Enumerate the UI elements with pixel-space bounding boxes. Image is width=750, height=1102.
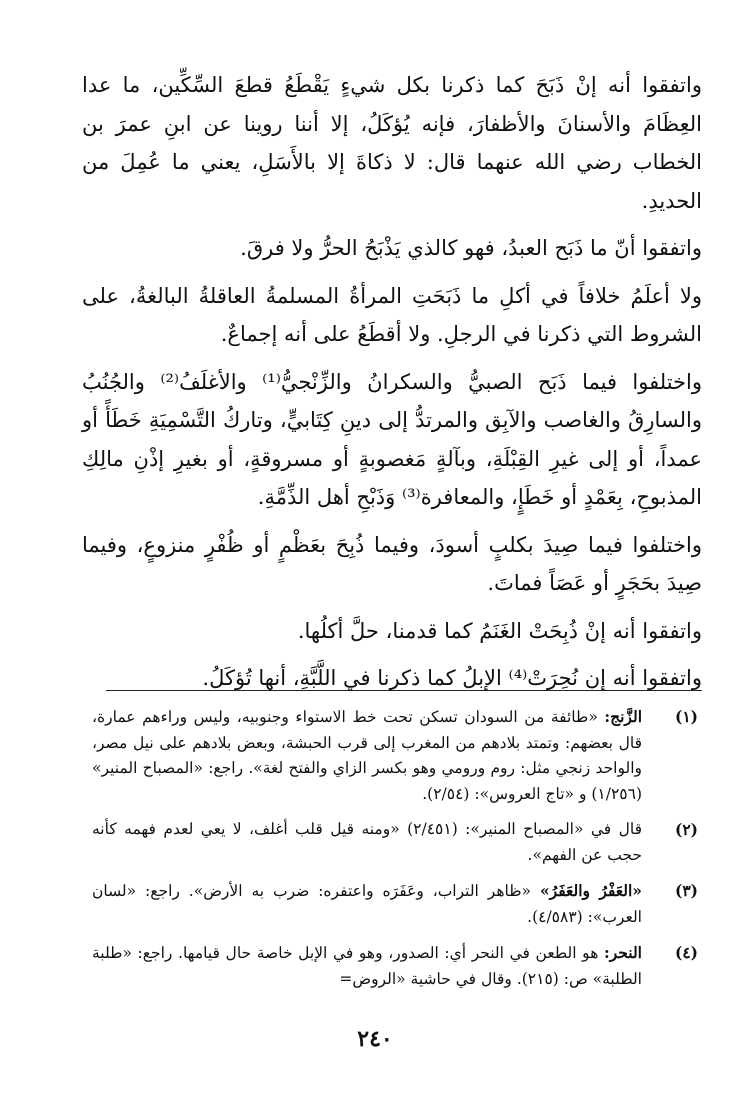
paragraph-1: واتفقوا أنه إنْ ذَبَحَ كما ذكرنا بكل شيءٍ يَقْطَعُ قطعَ السِّكِّين، ما عدا العِظَامَ والأسنانَ والأظفارَ، فإنه يُؤكَلُ، إلا أننا روينا عن ابنِ عمرَ بن الخطاب رضي الله عنهما قال: لا ذكاةَ إلا بالأَسَلِ، يعني ما عُمِلَ من الحديدِ. <box>82 73 702 213</box>
paragraph-6: واتفقوا أنه إنْ ذُبِحَتْ الغَنَمُ كما قدمنا، حلَّ أكلُها. <box>297 618 702 643</box>
footnote-text: هو الطعن في النحر أي: الصدور، وهو في الإبل خاصة حال قيامها. راجع: «طلبة الطلبة» ص: (٢١٥). وقال في حاشية «الروض= <box>92 944 642 988</box>
paragraph-3: ولا أعلَمُ خلافاً في أكلِ ما ذَبَحَتِ المرأةُ المسلمةُ العاقلةُ البالغةُ، على الشروط التي ذكرنا في الرجلِ. ولا أقطَعُ على أنه إجماعٌ. <box>82 283 702 346</box>
footnotes <box>92 704 698 1002</box>
footnote-3 <box>92 878 698 930</box>
footnote-divider <box>106 690 702 691</box>
paragraph-2: واتفقوا أنّ ما ذَبَح العبدُ، فهو كالذي يَذْبَحُ الحرُّ ولا فرقَ. <box>240 236 702 260</box>
footnote-text: «ظاهر التراب، وعَفَرَه واعتفره: ضرب به الأرض». راجع: «لسان العرب»: (٤/٥٨٣). <box>92 882 642 926</box>
paragraph-5: واختلفوا فيما صِيدَ بكلبٍ أسودَ، وفيما ذُبِحَ بعَظْمٍ أو ظُفْرٍ منزوعٍ، وفيما صِيدَ بحَجَرٍ أو عَصَاً فماتَ. <box>82 532 702 595</box>
footnote-term: النحر: <box>604 943 642 962</box>
footnote-4 <box>92 940 698 992</box>
footnote-number: (١) <box>674 707 698 726</box>
footnote-text: «طائفة من السودان تسكن تحت خط الاستواء وجنوبيه، وليس وراءهم عمارة، قال بعضهم: وتمتد بلادهم من المغرب إلى قرب الحبشة، وبعض بلادهم على نيل مصر، والواحد زنجي مثل: روم ورومي وهو بكسر الزاي والفتح لغة». راجع: «المصباح المنير» (١/٢٥٦) و «تاج العروس»: (٢/٥٤). <box>92 708 642 803</box>
paragraph-7: واتفقوا أنه إن نُحِرَتْ⁽⁴⁾ الإبلُ كما ذكرنا في اللَّبَّةِ، أنها تُؤكَلُ. <box>202 666 702 690</box>
footnote-term: «العَفْرُ والعَفَرُ» <box>539 881 642 900</box>
footnote-1 <box>92 704 698 807</box>
footnote-term: الزَّنج: <box>604 707 642 726</box>
paragraph-4: واختلفوا فيما ذَبَح الصبيُّ والسكرانُ والزِّنْجيُّ⁽¹⁾ والأغلَفُ⁽²⁾ والجُنُبُ والسارِقُ والغاصب والآبِق والمرتدُّ إلى دينِ كِتَابيٍّ، وتاركُ التَّسْمِيَةِ خَطَأً أو عمداً، أو إلى غيرِ القِبْلَةِ، وبآلةٍ مَغصوبةٍ أو مسروقةٍ، أو بغيرِ إذْنِ مالِكِ المذبوحِ، بِعَمْدٍ أو خَطَإٍ، والمعافرة⁽³⁾ وَذَبْحِ أهل الذِّمَّةِ. <box>82 369 702 509</box>
footnote-number: (٣) <box>674 881 698 900</box>
footnote-number: (٤) <box>674 943 698 962</box>
footnote-2 <box>92 817 698 868</box>
page-number: ٢٤٠ <box>357 1026 393 1052</box>
footnote-text: قال في «المصباح المنير»: (٢/٤٥١) «ومنه قيل قلب أغلف، لا يعي لعدم فهمه كأنه حجب عن الفهم». <box>92 820 642 864</box>
main-text <box>82 66 702 707</box>
footnote-number: (٢) <box>674 820 698 839</box>
